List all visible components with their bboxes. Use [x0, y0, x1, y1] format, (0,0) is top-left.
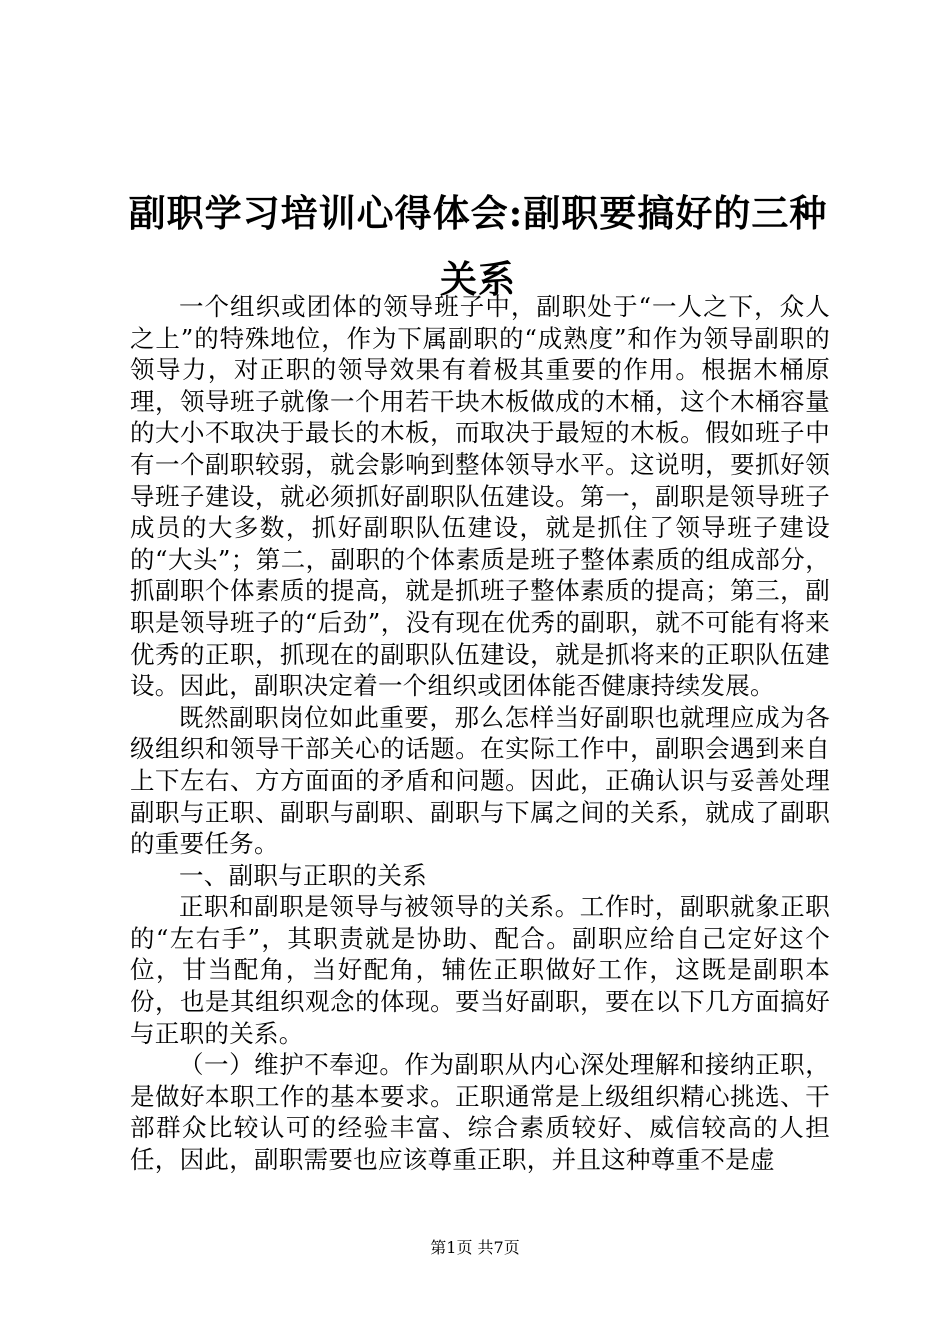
document-body [130, 291, 830, 1176]
paragraph: 正职和副职是领导与被领导的关系。工作时，副职就象正职的“左右手”，其职责就是协助、配合。副职应给自己定好这个位，甘当配角，当好配角，辅佐正职做好工作，这既是副职本份，也是其组织观念的体现。要当好副职，要在以下几方面搞好与正职的关系。 [130, 892, 830, 1048]
paragraph: 既然副职岗位如此重要，那么怎样当好副职也就理应成为各级组织和领导干部关心的话题。在实际工作中，副职会遇到来自上下左右、方方面面的矛盾和问题。因此，正确认识与妥善处理副职与正职、副职与副职、副职与下属之间的关系，就成了副职的重要任务。 [130, 702, 830, 859]
page-footer: 第1页 共7页 [430, 1238, 520, 1257]
document-title: 副职学习培训心得体会:副职要搞好的三种关系 [128, 191, 828, 301]
section-heading: 一、副职与正职的关系 [179, 860, 427, 890]
paragraph: （一）维护不奉迎。作为副职从内心深处理解和接纳正职，是做好本职工作的基本要求。正职通常是上级组织精心挑选、干部群众比较认可的经验丰富、综合素质较好、威信较高的人担任，因此，副职需要也应该尊重正职，并且这种尊重不是虚 [130, 1050, 830, 1175]
paragraph: 一个组织或团体的领导班子中，副职处于“一人之下，众人之上”的特殊地位，作为下属副职的“成熟度”和作为领导副职的领导力，对正职的领导效果有着极其重要的作用。根据木桶原理，领导班子就像一个用若干块木板做成的木桶，这个木桶容量的大小不取决于最长的木板，而取决于最短的木板。假如班子中有一个副职较弱，就会影响到整体领导水平。这说明，要抓好领导班子建设，就必须抓好副职队伍建设。第一，副职是领导班子成员的大多数，抓好副职队伍建设，就是抓住了领导班子建设的“大头”；第二，副职的个体素质是班子整体素质的组成部分，抓副职个体素质的提高，就是抓班子整体素质的提高；第三，副职是领导班子的“后劲”，没有现在优秀的副职，就不可能有将来优秀的正职，抓现在的副职队伍建设，就是抓将来的正职队伍建设。因此，副职决定着一个组织或团体能否健康持续发展。 [130, 292, 830, 701]
